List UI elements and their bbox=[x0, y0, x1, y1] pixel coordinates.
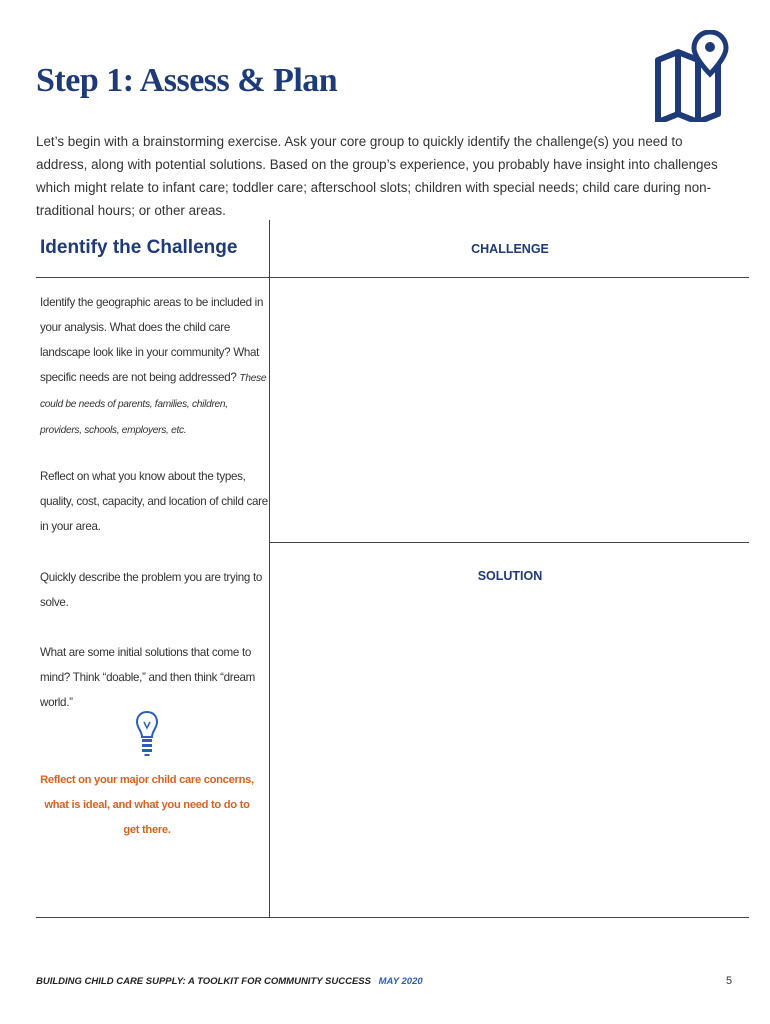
page-number: 5 bbox=[726, 975, 733, 987]
challenge-column-heading: CHALLENGE bbox=[471, 242, 549, 256]
geographic-analysis-prompt bbox=[40, 290, 268, 443]
footer-title: BUILDING CHILD CARE SUPPLY: A TOOLKIT FOR COMMUNITY SUCCESS bbox=[36, 976, 371, 987]
section-heading: Identify the Challenge bbox=[40, 237, 238, 258]
describe-problem-prompt: Quickly describe the problem you are trying to solve. bbox=[40, 571, 263, 609]
prompt-text: Identify the geographic areas to be included in your analysis. What does the child care landscape look like in your community? What specific needs are not being addressed? bbox=[40, 296, 264, 384]
map-pin-icon bbox=[652, 30, 732, 122]
tip-callout: Reflect on your major child care concerns, what is ideal, and what you need to do to get there. bbox=[40, 774, 254, 836]
solution-column-heading: SOLUTION bbox=[477, 569, 543, 583]
intro-paragraph: Let’s begin with a brainstorming exercise. Ask your core group to quickly identify the challenge(s) you need to address, along with potential solutions. Based on the group’s experience, you probably have insight into challenges which might relate to infant care; toddler care; afterschool slots; children with special needs; child care during non-traditional hours; or other areas. bbox=[36, 134, 718, 218]
table-header-divider bbox=[36, 277, 749, 278]
footer-date: MAY 2020 bbox=[378, 976, 423, 987]
table-bottom-border bbox=[36, 917, 749, 918]
page-title: Step 1: Assess & Plan bbox=[36, 62, 338, 99]
prompt-italic-note: These could be needs of parents, families, children, providers, schools, employers, etc. bbox=[40, 373, 267, 436]
table-column-divider bbox=[269, 220, 270, 918]
initial-solutions-prompt: What are some initial solutions that come to mind? Think “doable,” and then think “dream world.” bbox=[40, 646, 256, 709]
reflect-prompt: Reflect on what you know about the types, quality, cost, capacity, and location of child care in your area. bbox=[40, 470, 268, 533]
footer bbox=[36, 976, 423, 987]
lightbulb-icon bbox=[135, 710, 159, 758]
challenge-solution-divider bbox=[270, 542, 749, 543]
